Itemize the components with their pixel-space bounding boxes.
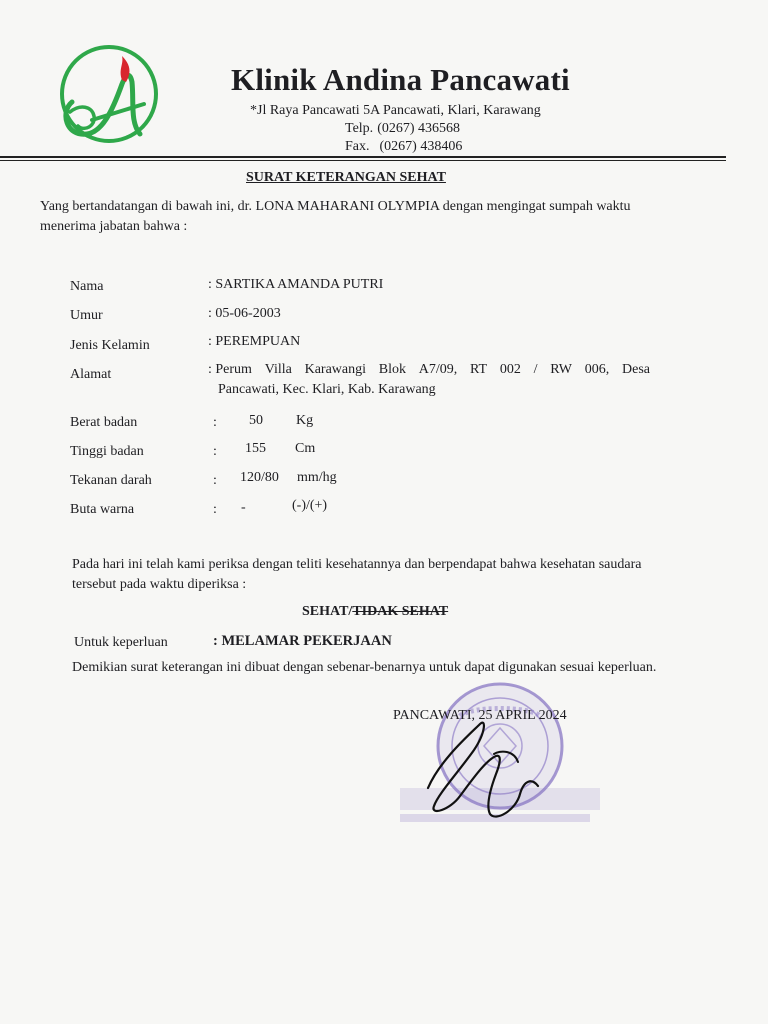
address-word: / bbox=[533, 362, 538, 377]
blood-pressure-unit: mm/hg bbox=[297, 470, 337, 485]
address-label: Alamat bbox=[70, 367, 112, 382]
clinic-fax bbox=[345, 139, 462, 155]
blood-pressure-value: 120/80 bbox=[240, 470, 279, 485]
clinic-name: Klinik Andina Pancawati bbox=[231, 62, 570, 97]
age-label: Umur bbox=[70, 308, 103, 323]
place-date: PANCAWATI, 25 APRIL 2024 bbox=[393, 708, 567, 723]
blood-pressure-label: Tekanan darah bbox=[70, 473, 152, 488]
clinic-phone bbox=[345, 121, 460, 137]
gender-label: Jenis Kelamin bbox=[70, 338, 150, 353]
address-word: 006, bbox=[584, 362, 610, 377]
color-blind-options: (-)/(+) bbox=[292, 498, 328, 513]
color-blind-label: Buta warna bbox=[70, 502, 135, 517]
clinic-address: *Jl Raya Pancawati 5A Pancawati, Klari, Karawang bbox=[250, 103, 541, 118]
height-value: 155 bbox=[245, 441, 266, 456]
result-not-healthy: TIDAK SEHAT bbox=[352, 604, 449, 619]
name-label: Nama bbox=[70, 279, 104, 294]
document-title: SURAT KETERANGAN SEHAT bbox=[246, 170, 446, 185]
address-value bbox=[208, 360, 650, 400]
header-divider-thick bbox=[0, 156, 726, 158]
height-label: Tinggi badan bbox=[70, 444, 144, 459]
handwritten-signature-icon bbox=[420, 710, 560, 830]
address-word: 002 bbox=[499, 362, 521, 377]
address-line-2: Pancawati, Kec. Klari, Kab. Karawang bbox=[218, 382, 436, 397]
closing-paragraph: Demikian surat keterangan ini dibuat dengan sebenar-benarnya untuk dapat digunakan sesuai keperluan. bbox=[72, 660, 657, 675]
weight-label: Berat badan bbox=[70, 415, 138, 430]
weight-unit: Kg bbox=[296, 413, 314, 428]
address-word: Desa bbox=[622, 362, 650, 377]
height-colon: : bbox=[213, 444, 217, 459]
address-word: Blok bbox=[378, 362, 407, 377]
examination-statement: Pada hari ini telah kami periksa dengan teliti kesehatannya dan berpendapat bahwa kesehatan saudara tersebut pada waktu diperiksa : bbox=[72, 557, 642, 592]
address-word: Karawangi bbox=[304, 362, 367, 377]
address-word: : Perum bbox=[208, 362, 252, 377]
fax-number: (0267) 438406 bbox=[379, 139, 463, 154]
height-unit: Cm bbox=[295, 441, 316, 456]
header-divider-thin bbox=[0, 160, 726, 161]
address-word: Villa bbox=[264, 362, 292, 377]
name-value: : SARTIKA AMANDA PUTRI bbox=[208, 277, 384, 292]
weight-value: 50 bbox=[249, 413, 263, 428]
phone-number: (0267) 436568 bbox=[377, 121, 461, 136]
clinic-logo-icon bbox=[52, 42, 164, 150]
address-word: A7/09, bbox=[418, 362, 458, 377]
examination-result bbox=[302, 604, 448, 620]
address-word: RW bbox=[550, 362, 572, 377]
purpose-value: : MELAMAR PEKERJAAN bbox=[213, 633, 392, 649]
address-word: RT bbox=[470, 362, 488, 377]
blood-pressure-colon: : bbox=[213, 473, 217, 488]
color-blind-colon: : bbox=[213, 502, 217, 517]
age-value: : 05-06-2003 bbox=[208, 306, 281, 321]
result-healthy: SEHAT/ bbox=[302, 604, 353, 619]
fax-label: Fax. bbox=[345, 139, 370, 154]
purpose-label: Untuk keperluan bbox=[74, 635, 168, 650]
phone-label: Telp. bbox=[345, 121, 374, 136]
weight-colon: : bbox=[213, 415, 217, 430]
intro-paragraph: Yang bertandatangan di bawah ini, dr. LONA MAHARANI OLYMPIA dengan mengingat sumpah waktu menerima jabatan bahwa : bbox=[40, 199, 631, 234]
gender-value: : PEREMPUAN bbox=[208, 334, 301, 349]
address-line-1 bbox=[208, 360, 650, 380]
color-blind-value: - bbox=[241, 500, 246, 515]
